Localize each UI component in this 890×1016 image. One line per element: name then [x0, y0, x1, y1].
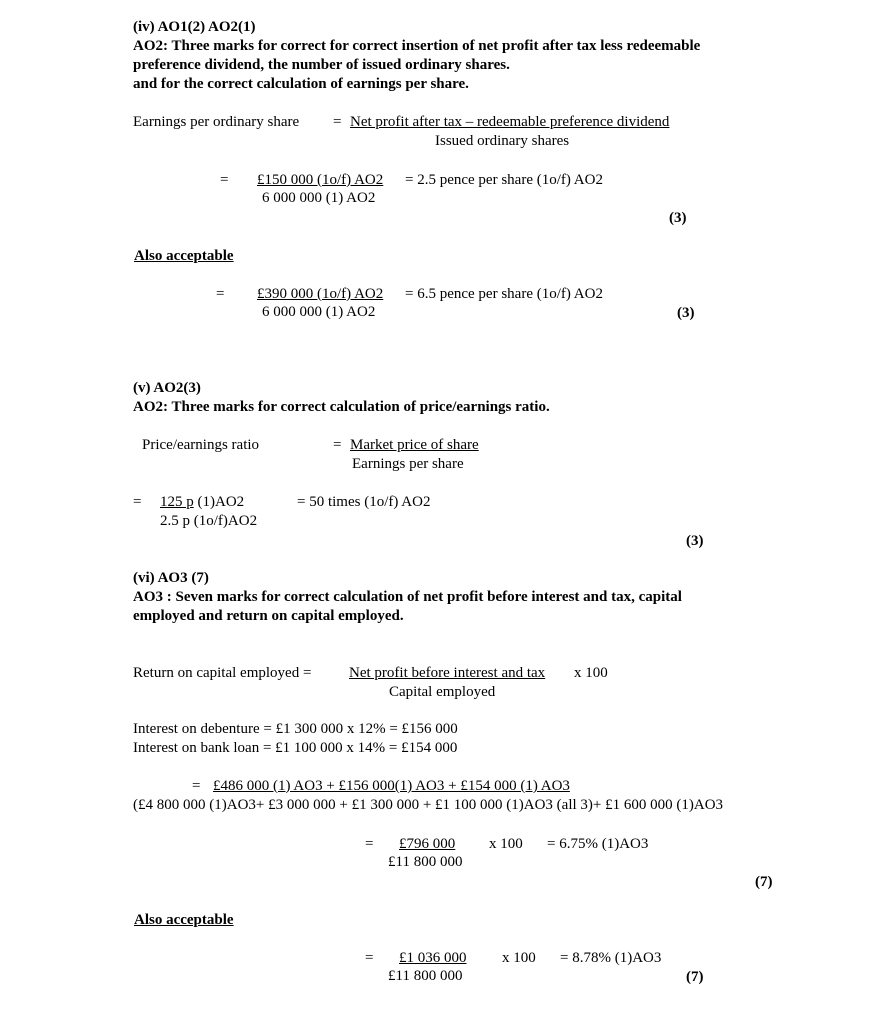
eps-formula-label: Earnings per ordinary share	[133, 114, 300, 130]
roce-calc2-result: = 8.78% (1)AO3	[560, 950, 662, 966]
interest-bank-loan: Interest on bank loan = £1 100 000 x 14% = £154 000	[133, 740, 458, 756]
roce-calc2-eq: =	[365, 950, 374, 966]
part-vi-heading: (vi) AO3 (7)	[133, 570, 209, 586]
eps-formula-eq: =	[333, 114, 342, 130]
pe-calc-eq: =	[133, 494, 142, 510]
part-v-heading: (v) AO2(3)	[133, 380, 201, 396]
roce-calc1-numerator: £796 000	[399, 836, 456, 852]
roce-calc2-denominator: £11 800 000	[388, 968, 463, 984]
roce-also-acceptable: Also acceptable	[134, 912, 234, 928]
roce-calc2-times: x 100	[502, 950, 536, 966]
part-iv-heading: (iv) AO1(2) AO2(1)	[133, 19, 256, 35]
part-v-desc: AO2: Three marks for correct calculation of price/earnings ratio.	[133, 399, 550, 415]
pe-calc-numerator-price: 125 p	[160, 494, 194, 510]
eps-calc2-numerator: £390 000 (1o/f) AO2	[257, 286, 384, 302]
part-iv-desc-1: AO2: Three marks for correct for correct insertion of net profit after tax less redeemable	[133, 38, 701, 54]
roce-calc1-times: x 100	[489, 836, 523, 852]
roce-big-eq: =	[192, 778, 201, 794]
roce-marks-2: (7)	[686, 969, 704, 985]
roce-big-denominator: (£4 800 000 (1)AO3+ £3 000 000 + £1 300 000 + £1 100 000 (1)AO3 (all 3)+ £1 600 000 (1)AO3	[133, 797, 724, 813]
eps-calc1-eq: =	[220, 172, 229, 188]
part-vi-desc-2: employed and return on capital employed.	[133, 608, 404, 624]
pe-formula-eq: =	[333, 437, 342, 453]
roce-formula-numerator: Net profit before interest and tax	[349, 665, 546, 681]
roce-big-numerator: £486 000 (1) AO3 + £156 000(1) AO3 + £154 000 (1) AO3	[213, 778, 570, 794]
pe-marks: (3)	[686, 533, 704, 549]
roce-formula-label: Return on capital employed =	[133, 665, 312, 681]
eps-calc2-result: = 6.5 pence per share (1o/f) AO2	[405, 286, 603, 302]
roce-calc1-result: = 6.75% (1)AO3	[547, 836, 649, 852]
eps-calc1-numerator: £150 000 (1o/f) AO2	[257, 172, 384, 188]
roce-calc1-eq: =	[365, 836, 374, 852]
roce-calc1-denominator: £11 800 000	[388, 854, 463, 870]
eps-formula-numerator: Net profit after tax – redeemable preference dividend	[350, 114, 670, 130]
roce-formula-denominator: Capital employed	[389, 684, 496, 700]
pe-calc-result: = 50 times (1o/f) AO2	[297, 494, 431, 510]
pe-formula-label: Price/earnings ratio	[142, 437, 260, 453]
part-iv-desc-3: and for the correct calculation of earnings per share.	[133, 76, 469, 92]
eps-marks-1: (3)	[669, 210, 687, 226]
pe-calc-numerator-mark: (1)AO2	[193, 494, 245, 510]
eps-formula-denominator: Issued ordinary shares	[435, 133, 570, 149]
eps-calc2-eq: =	[216, 286, 225, 302]
roce-marks-1: (7)	[755, 874, 773, 890]
roce-calc2-numerator: £1 036 000	[399, 950, 467, 966]
eps-calc1-denominator: 6 000 000 (1) AO2	[262, 190, 376, 206]
eps-also-acceptable: Also acceptable	[134, 248, 234, 264]
pe-calc-numerator	[160, 493, 244, 511]
eps-calc2-denominator: 6 000 000 (1) AO2	[262, 304, 376, 320]
part-iv-desc-2: preference dividend, the number of issued ordinary shares.	[133, 57, 510, 73]
pe-formula-denominator: Earnings per share	[352, 456, 464, 472]
roce-formula-times: x 100	[574, 665, 608, 681]
interest-debenture: Interest on debenture = £1 300 000 x 12% = £156 000	[133, 721, 458, 737]
part-vi-desc-1: AO3 : Seven marks for correct calculation of net profit before interest and tax, capital	[133, 589, 682, 605]
pe-formula-numerator: Market price of share	[350, 437, 479, 453]
pe-calc-denominator: 2.5 p (1o/f)AO2	[160, 513, 258, 529]
eps-marks-2: (3)	[677, 305, 695, 321]
eps-calc1-result: = 2.5 pence per share (1o/f) AO2	[405, 172, 603, 188]
